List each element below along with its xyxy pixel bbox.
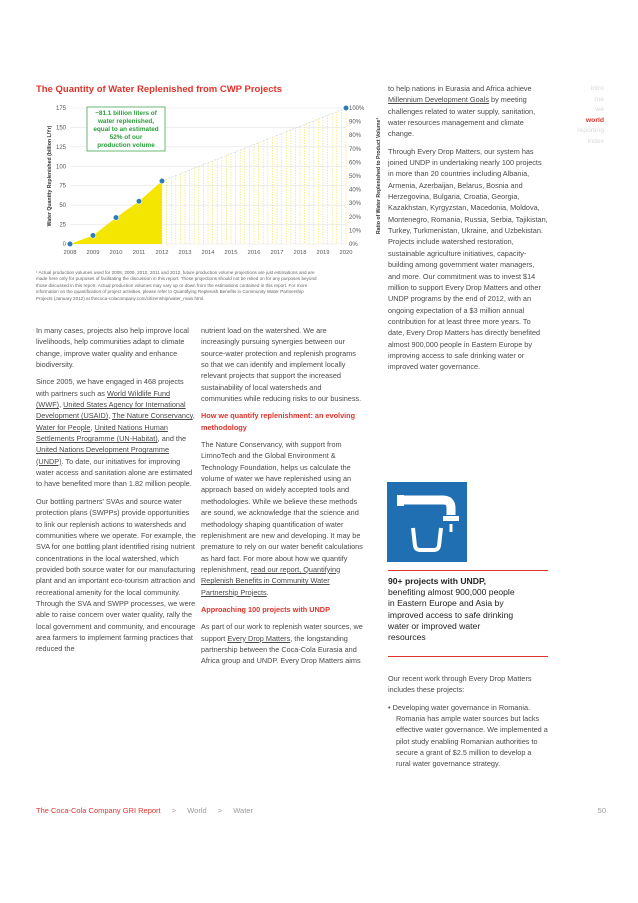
link-wwf[interactable]: World Wildlife Fund (WWF)	[36, 388, 171, 410]
footer-report-link[interactable]: The Coca-Cola Company GRI Report	[36, 806, 161, 815]
x-tick-label: 2015	[224, 250, 238, 256]
text: by meeting challenges related to water supply, sanitation, water resources management and climate change.	[388, 95, 536, 139]
section-heading: How we quantify replenishment: an evolving methodology	[201, 411, 356, 432]
y2-tick-label: 40%	[349, 187, 362, 194]
y2-tick-label: 90%	[349, 119, 362, 126]
chart-hatching	[162, 108, 346, 244]
y2-tick-label: 10%	[349, 228, 362, 235]
link-replenish-report[interactable]: read our report, Quantifying Replenish Benefits in Community Water Partnership Projects	[201, 564, 341, 597]
x-tick-label: 2011	[132, 250, 146, 256]
data-point	[90, 233, 96, 239]
text: The Nature Conservancy, with support from LimnoTech and the Global Environment & Technology Foundation, helps us calculate the volume of water we have replenished using an approach based on widely accepted tools and methodologies. While we believe these methods are sound, we acknowledge that the science and methodology shaping quantification of water replenishment are new and developing. It may be premature to rely on our water benefit calculations as hard fact. For more about how we quantify replenishment,	[201, 440, 363, 574]
y-tick-label: 25	[59, 222, 66, 229]
text: ,	[59, 400, 64, 410]
text: ,	[90, 422, 95, 432]
breadcrumb-separator: >	[171, 806, 177, 815]
text: As part of our work to replenish water sources, we support	[201, 622, 363, 643]
paragraph: In many cases, projects also help improve local livelihoods, help communities adapt to climate change, improve water quality and enhance biodiversity.	[36, 326, 189, 370]
project-list	[388, 702, 548, 770]
text: ,	[192, 411, 195, 421]
x-tick-label: 2013	[178, 250, 192, 256]
y-axis-label-right: Ratio of Water Replenished to Product Volume¹	[376, 117, 382, 235]
footnote-line: Projects (January 2012) at thecoca-colacompany.com/citizenship/water_main.html.	[36, 295, 205, 301]
replenish-chart	[30, 96, 385, 268]
link-water-for-people[interactable]: Water for People	[36, 422, 91, 432]
y-tick-label: 50	[59, 203, 66, 210]
x-tick-label: 2009	[86, 250, 100, 256]
paragraph	[201, 621, 364, 666]
nav-me[interactable]: me	[594, 95, 604, 103]
undp-callout	[388, 576, 520, 643]
paragraph	[388, 83, 548, 140]
list-item: • Developing water governance in Romania. Romania has ample water sources but lacks effective water governance. We implemented a pilot study enabling Romanian authorities to secure a grant of $2.5 million to develop a rural water governance strategy.	[388, 702, 548, 769]
projection-endpoint	[343, 105, 349, 111]
annotation-line: water replenished,	[97, 118, 155, 125]
column-3-bottom	[388, 673, 548, 770]
x-tick-label: 2008	[63, 250, 77, 256]
footnote-line: information on the quantification of project activities, please refer to Quantifying Replenish Benefits in Community Water Partnership	[36, 289, 304, 295]
data-point	[159, 178, 165, 184]
actual-area	[70, 181, 162, 244]
y-tick-label: 100	[55, 164, 66, 171]
y2-tick-label: 30%	[349, 201, 362, 208]
column-2	[201, 325, 364, 673]
water-tap-icon	[387, 482, 467, 562]
y-tick-label: 150	[55, 125, 66, 132]
callout-heading: 90+ projects with UNDP,	[388, 576, 486, 586]
footnote-line: those discussed in this report. Actual production volumes may vary up or down from the estimations contained in this report. For more	[36, 282, 308, 288]
footnote-line: made here only for purposes of facilitating the discussion in this report. Those projections should not be relied on for any purposes beyond	[36, 276, 317, 282]
x-tick-label: 2014	[201, 250, 215, 256]
text: . To date, our initiatives for improving water access and sanitation alone are estimated to have benefited more than 1.82 million people.	[36, 456, 193, 489]
x-tick-label: 2012	[155, 250, 169, 256]
y2-tick-label: 100%	[349, 106, 365, 112]
y2-tick-label: 80%	[349, 133, 362, 140]
paragraph: nutrient load on the watershed. We are increasingly pursuing synergies between our source-water protection and replenish programs so that we can identify and implement locally relevant projects that support the increased sustainability of local watersheds and communities while reducing risks to our business.	[201, 326, 362, 404]
y-axis-label-left: Water Quantity Replenished (billion L/Yr)	[47, 125, 53, 227]
chart-annotation	[93, 110, 158, 149]
text: ,	[108, 411, 113, 421]
callout-text: benefiting almost 900,000 people in Eastern Europe and Asia by improved access to safe drinking water or improved water resources	[388, 587, 515, 643]
paragraph: Our bottling partners' SVAs and source water protection plans (SWPPs) provide opportunities to link our replenish actions to watersheds and communities where we operate. For example, the SVA for one bottling plant identified rising nutrient concentrations in the local watershed, which provided both source water for our manufacturing plant and an important eco-tourism attraction and recreational amenity for the local community. Through the SVA and SWPP processes, we were able to raise concern over water quality, rally the local government and community, and encourage area farmers to implement farming practices that reduced the	[36, 496, 196, 654]
link-usaid[interactable]: United States Agency for International Development (USAID)	[36, 400, 186, 421]
text: , and the	[157, 434, 187, 444]
column-1	[36, 325, 196, 661]
text: to help nations in Eurasia and Africa achieve	[388, 84, 532, 93]
section-heading: Approaching 100 projects with UNDP	[201, 604, 330, 614]
page-number: 50	[597, 806, 606, 815]
y2-tick-label: 70%	[349, 146, 362, 153]
nav-we[interactable]: we	[595, 106, 604, 113]
y-tick-label: 0	[62, 242, 66, 248]
footer-water-link[interactable]: Water	[233, 806, 253, 815]
data-point	[136, 198, 142, 204]
x-tick-label: 2010	[109, 250, 123, 256]
y2-tick-label: 60%	[349, 160, 362, 167]
y-tick-label: 175	[55, 106, 66, 112]
chart-footnote	[36, 270, 376, 302]
y2-tick-label: 50%	[349, 174, 362, 180]
projection-line	[162, 108, 346, 181]
link-every-drop-matters[interactable]: Every Drop Matters	[227, 633, 291, 643]
y2-tick-label: 0%	[349, 242, 358, 248]
nav-world-label: world	[585, 116, 604, 124]
column-3	[388, 83, 548, 379]
footer-world-link[interactable]: World	[187, 806, 207, 815]
link-undp[interactable]: United Nations Development Programme (UNDP)	[36, 445, 170, 466]
annotation-line: production volume	[97, 142, 155, 149]
footer	[36, 806, 606, 815]
annotation-line: equal to an estimated	[93, 126, 159, 133]
nav-reporting[interactable]: reporting	[577, 127, 604, 134]
nav-index[interactable]: index	[587, 137, 604, 145]
x-tick-label: 2020	[339, 250, 353, 256]
list-item-text: Developing water governance in Romania. Romania has ample water sources but lacks effective water governance. We implemented a pilot study enabling Romanian authorities to secure a grant of $2.5 million to develop a rural water governance strategy.	[392, 702, 548, 769]
link-mdg[interactable]: Millennium Development Goals	[388, 95, 489, 105]
footnote-line: ¹ Actual production volumes used for 2008, 2009, 2010, 2011 and 2012, future production volume projections are just estimations and are	[36, 270, 315, 275]
text: , the longstanding partnership between the Coca-Cola Eurasia and Africa group and UNDP. Every Drop Matters aims	[201, 633, 361, 666]
x-tick-label: 2016	[247, 250, 261, 256]
data-point	[113, 215, 119, 221]
x-tick-label: 2019	[316, 250, 330, 256]
paragraph: Through Every Drop Matters, our system has joined UNDP in undertaking nearly 100 projects in more than 20 countries including Albania, Armenia, Azerbaijan, Belarus, Bosnia and Herzegovina, Bulgaria, Croatia, Georgia, Kazakhstan, Kyrgyzstan, Macedonia, Moldova, Montenegro, Romania, Russia, Serbia, Tajikistan, Turkey, Turkmenistan, Ukraine, and Uzbekistan. Projects include watershed restoration, sustainable agriculture initiatives, capacity-building among government water managers, and more. Our commitment was to invest $14 million to support Every Drop Matters and other UNDP programs by the end of 2012, with an ongoing expectation of a $3 million annual contribution for at least three more years. To date, Every Drop Matters has directly benefited almost 900,000 people in Eastern Europe by improving access to safe drinking water or improved water governance.	[388, 146, 548, 372]
paragraph	[201, 439, 364, 598]
text: .	[266, 587, 269, 597]
annotation-line: 52% of our	[109, 134, 143, 141]
paragraph	[36, 376, 196, 489]
paragraph: Our recent work through Every Drop Matters includes these projects:	[388, 674, 532, 695]
annotation-line: ~81.1 billion liters of	[95, 110, 157, 117]
y-tick-label: 125	[55, 144, 66, 151]
callout-top-rule	[388, 570, 548, 571]
side-nav	[560, 84, 604, 147]
nav-intro[interactable]: intro	[590, 85, 604, 92]
text: Since 2005, we have engaged in 468 projects with partners such as	[36, 377, 184, 398]
x-tick-label: 2018	[293, 250, 307, 256]
nav-world[interactable]	[560, 116, 604, 127]
link-un-habitat[interactable]: United Nations Human Settlements Programme (UN-Habitat)	[36, 422, 168, 444]
x-tick-label: 2017	[270, 250, 284, 256]
data-point	[67, 241, 73, 247]
y-tick-label: 75	[59, 183, 66, 190]
y2-tick-label: 20%	[349, 214, 362, 221]
breadcrumb-separator: >	[217, 806, 223, 815]
chart-title: The Quantity of Water Replenished from CWP Projects	[36, 84, 282, 95]
callout-bottom-rule	[388, 656, 548, 657]
link-nature-conservancy[interactable]: The Nature Conservancy	[112, 411, 193, 421]
